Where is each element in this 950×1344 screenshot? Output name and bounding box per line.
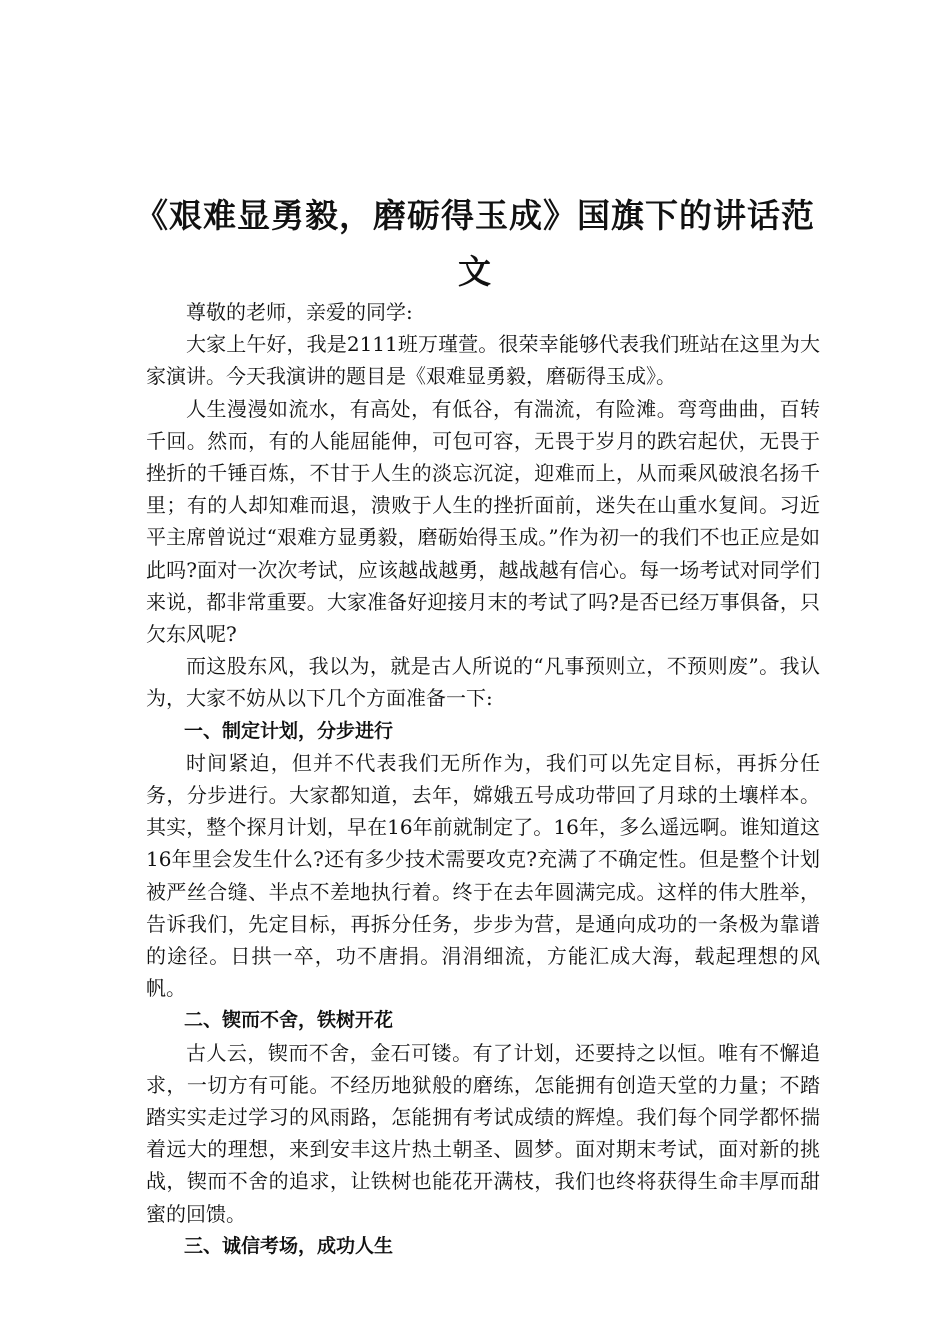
document-body [146,296,820,1262]
section-heading: 一、制定计划，分步进行 [184,719,394,742]
intro-paragraph: 大家上午好，我是2111班万瑾萱。很荣幸能够代表我们班站在这里为大家演讲。今天我演讲的题目是《艰难显勇毅，磨砺得玉成》。 [146,332,820,389]
section-heading: 二、锲而不舍，铁树开花 [184,1009,394,1032]
section-heading: 三、诚信考场，成功人生 [184,1234,394,1257]
body-paragraph: 时间紧迫，但并不代表我们无所作为，我们可以先定目标，再拆分任务，分步进行。大家都知道，去年，嫦娥五号成功带回了月球的土壤样本。其实，整个探月计划，早在16年前就制定了。16年，多么遥远啊。谁知道这16年里会发生什么?还有多少技术需要攻克?充满了不确定性。但是整个计划被严丝合缝、半点不差地执行着。终于在去年圆满完成。这样的伟大胜举，告诉我们，先定目标，再拆分任务，步步为营，是通向成功的一条极为靠谱的途径。日拱一卒，功不唐捐。涓涓细流，方能汇成大海，载起理想的风帆。 [146,750,820,1001]
body-paragraph: 人生漫漫如流水，有高处，有低谷，有湍流，有险滩。弯弯曲曲，百转千回。然而，有的人能屈能伸，可包可容，无畏于岁月的跌宕起伏，无畏于挫折的千锤百炼，不甘于人生的淡忘沉淀，迎难而上，从而乘风破浪名扬千里；有的人却知难而退，溃败于人生的挫折面前，迷失在山重水复间。习近平主席曾说过“艰难方显勇毅，磨砺始得玉成。”作为初一的我们不也正应是如此吗?面对一次次考试，应该越战越勇，越战越有信心。每一场考试对同学们来说，都非常重要。大家准备好迎接月末的考试了吗?是否已经万事俱备，只欠东风呢? [146,396,820,647]
document-title: 《艰难显勇毅，磨砺得玉成》国旗下的讲话范文 [135,196,815,291]
body-paragraph: 古人云，锲而不舍，金石可镂。有了计划，还要持之以恒。唯有不懈追求，一切方有可能。不经历地狱般的磨练，怎能拥有创造天堂的力量；不踏踏实实走过学习的风雨路，怎能拥有考试成绩的辉煌。我们每个同学都怀揣着远大的理想，来到安丰这片热土朝圣、圆梦。面对期末考试，面对新的挑战，锲而不舍的追求，让铁树也能花开满枝，我们也终将获得生命丰厚而甜蜜的回馈。 [146,1040,820,1226]
salutation: 尊敬的老师，亲爱的同学: [186,300,413,324]
body-paragraph: 而这股东风，我以为，就是古人所说的“凡事预则立，不预则废”。我认为，大家不妨从以下几个方面准备一下: [146,654,820,711]
